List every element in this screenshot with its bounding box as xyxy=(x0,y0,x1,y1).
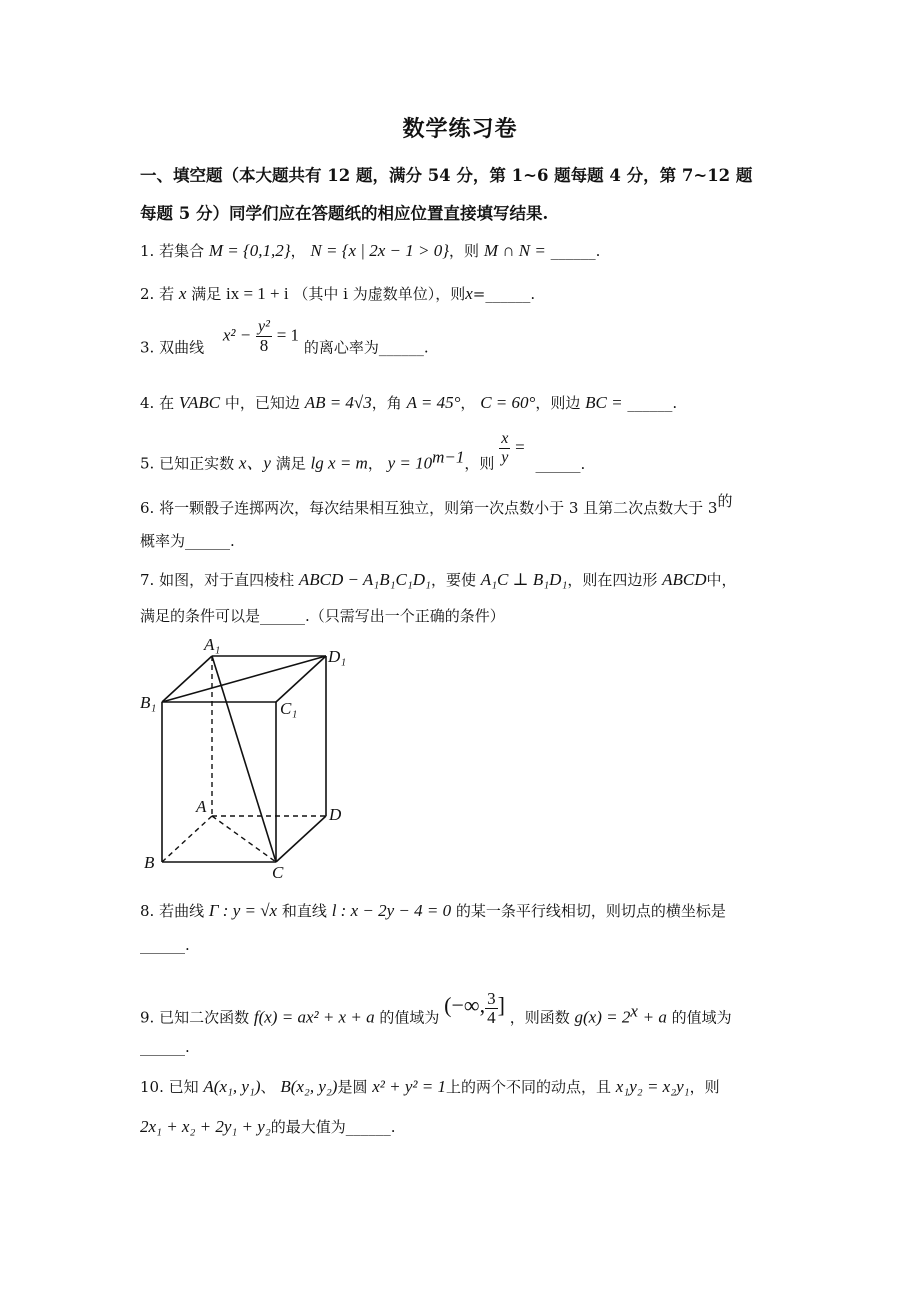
question-9: 9. 已知二次函数 f(x) = ax² + x + a 的值域为 (−∞, $\frac{3}{4}$ ] ，则函数 $g(x) = 2^x + a$ 的值域为 xyxy=(140,989,732,1027)
answer-blank: ______. xyxy=(550,242,601,260)
question-8-blank: ______. xyxy=(140,936,190,954)
label-a1: A₁ xyxy=(204,635,221,654)
label-b: B xyxy=(144,853,155,872)
set-m: M = {0,1,2} xyxy=(208,241,291,260)
answer-blank: =______. xyxy=(472,285,536,303)
diagonal-a-c-hidden xyxy=(212,816,276,862)
label-d1: D₁ xyxy=(328,647,347,666)
question-2: 2. 若 x 满足 ix = 1 + i （其中 i 为虚数单位），则x=______. xyxy=(140,284,536,303)
question-9-blank: ______. xyxy=(140,1038,190,1056)
label-a: A xyxy=(196,797,207,816)
question-1: 1. 若集合 M = {0,1,2}， N = {x | 2x − 1 > 0}，则 M ∩ N = ______. xyxy=(140,241,601,260)
answer-blank: ______. xyxy=(535,454,586,473)
fraction: $\frac{3}{4}$ xyxy=(487,989,496,1027)
question-10: 10. 已知 A(x₁, y₁)、 B(x₂, y₂)是圆 x² + y² = 1上的两个不同的动点，且 x₁y₂ = x₂y₁，则 xyxy=(140,1077,720,1096)
question-7-line2: 满足的条件可以是______.（只需写出一个正确的条件） xyxy=(140,607,505,625)
fraction: $\frac{\text{y²}}{8}$ xyxy=(258,318,270,355)
question-7: 7. 如图，对于直四棱柱 ABCD − A₁B₁C₁D₁，要使 A₁C ⊥ B₁D₁，则在四边形 ABCD中， xyxy=(140,570,737,589)
answer-blank: ______. xyxy=(627,394,678,412)
question-10-line2: 2x₁ + x₂ + 2y₁ + y₂的最大值为______. xyxy=(140,1117,396,1136)
question-6-line2: 概率为______. xyxy=(140,532,235,550)
question-4: 4. 在 VABC 中，已知边 AB = 4√3，角 A = 45°， C = 60°，则边 BC = ______. xyxy=(140,393,678,412)
question-8: 8. 若曲线 Γ : y = √x 和直线 l : x − 2y − 4 = 0 的某一条平行线相切，则切点的横坐标是 xyxy=(140,901,726,920)
section-heading-line1: 一、填空题（本大题共有 12 题，满分 54 分，第 1~6 题每题 4 分，第 7~12 题 xyxy=(140,166,753,185)
label-d: D xyxy=(329,805,342,824)
label-c: C xyxy=(272,863,284,882)
label-c1: C₁ xyxy=(280,699,298,718)
prism-figure xyxy=(130,632,360,882)
set-n: N = {x | 2x − 1 > 0} xyxy=(310,241,450,260)
label-b1: B₁ xyxy=(140,693,157,712)
question-3: 3. 双曲线 x² − $\frac{\text{y²}}{8}$ = 1 的离心率为______. xyxy=(140,318,429,357)
section-heading-line2: 每题 5 分）同学们应在答题纸的相应位置直接填写结果. xyxy=(140,204,549,223)
fraction: $\frac{x}{y}$ xyxy=(501,430,509,466)
page-title: 数学练习卷 xyxy=(402,116,518,142)
diagonal-a1-c xyxy=(212,656,276,862)
question-6: 6. 将一颗骰子连掷两次，每次结果相互独立，则第一次点数小于 3 且第二次点数大于 3的 xyxy=(140,492,733,517)
question-5: 5. 已知正实数 x、y 满足 lg x = m， $y = 10^{m-1}$，则 $\frac{x}{y}$ = ______. xyxy=(140,430,586,473)
edge-a-b-hidden xyxy=(162,816,212,862)
edge-c-d xyxy=(276,816,326,862)
